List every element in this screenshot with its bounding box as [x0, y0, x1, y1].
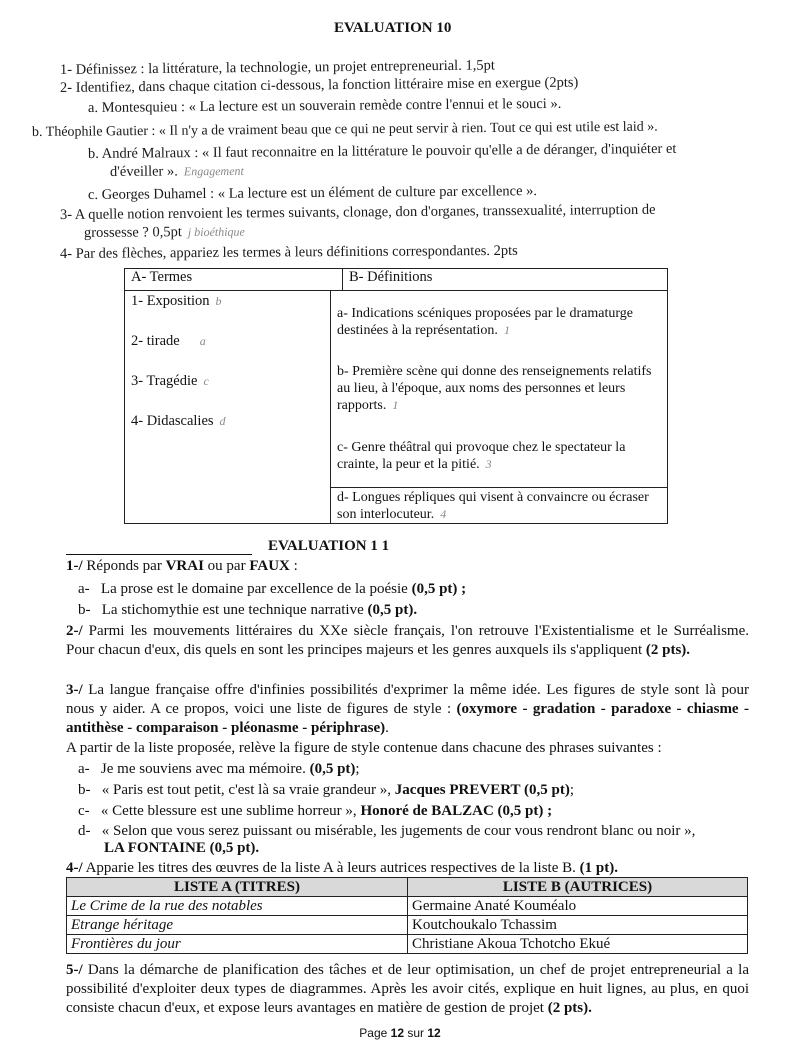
column-header-authors: LISTE B (AUTRICES)	[408, 878, 748, 897]
question-number: 1-/	[66, 558, 83, 574]
terms-column	[125, 291, 331, 523]
question-text: Réponds par	[82, 558, 166, 574]
item-text: Je me souviens avec ma mémoire.	[100, 761, 310, 777]
question-number: 4-/	[66, 860, 83, 876]
footer-text: Page	[359, 1026, 391, 1040]
author-cell: Koutchoukalo Tchassim	[408, 916, 748, 935]
points: (0,5 pt)	[520, 782, 570, 798]
question-2c-text: d'éveiller ».	[109, 163, 178, 180]
e11-question-1	[66, 557, 298, 576]
handwritten-mark: 1	[392, 398, 399, 412]
question-text: .	[385, 720, 389, 736]
table-header	[125, 269, 667, 291]
item-label: c-	[78, 803, 90, 819]
question-3-line1: 3- A quelle notion renvoient les termes suivants, clonage, don d'organes, transsexualité, interruption de	[59, 201, 656, 223]
term-item	[131, 413, 226, 430]
definitions-column	[331, 291, 667, 523]
question-1: 1- Définissez : la littérature, la technologie, un projet entrepreneurial. 1,5pt	[59, 57, 495, 78]
term-item	[131, 293, 222, 310]
e11-question-2	[66, 622, 749, 660]
question-2a: a. Montesquieu : « La lecture est un souverain remède contre l'ennui et le souci ».	[87, 95, 562, 116]
page-number: 12	[390, 1026, 404, 1040]
points: (1 pt).	[579, 860, 618, 876]
e11-question-1b	[78, 601, 417, 620]
item-label: a-	[78, 581, 90, 597]
e11-question-3a	[78, 760, 360, 779]
points: (0,5 pt) ;	[493, 803, 553, 819]
evaluation-10-title: EVALUATION 10	[334, 20, 452, 36]
item-text: « Cette blessure est une sublime horreur »,	[100, 803, 361, 819]
handwritten-mark: c	[203, 374, 209, 388]
page-footer	[0, 1026, 800, 1040]
item-text: « Selon que vous serez puissant ou misérable, les jugements de cour vous rendront blanc ou noir »,	[101, 823, 696, 839]
item-text: « Paris est tout petit, c'est là sa vraie grandeur »,	[101, 782, 395, 798]
term-label: 2- tirade	[131, 333, 180, 349]
definition-text: c- Genre théâtral qui provoque chez le spectateur la crainte, la peur et la pitié.	[337, 440, 626, 472]
question-text: Parmi les mouvements littéraires du XXe siècle français, l'on retrouve l'Existentialisme et le Surréalisme. Pour chacun d'eux, dis quels en sont les principes majeurs et les genres auxquels ils s'appliquent	[66, 623, 749, 658]
table-body	[125, 291, 667, 523]
handwritten-mark: 4	[440, 507, 447, 521]
item-label: d-	[78, 823, 91, 839]
e11-question-3d-author	[104, 839, 259, 858]
definition-item	[337, 363, 661, 414]
table-row	[67, 935, 748, 954]
author-cell: Germaine Anaté Kouméalo	[408, 897, 748, 916]
handwritten-answer: j bioéthique	[187, 224, 245, 240]
item-text: ;	[355, 761, 360, 777]
question-3-line2	[84, 224, 245, 242]
question-4: 4- Par des flèches, appariez les termes à leurs définitions correspondantes. 2pts	[59, 242, 518, 262]
handwritten-answer: Engagement	[183, 163, 244, 179]
definition-item	[337, 489, 661, 523]
e11-question-3b	[78, 781, 574, 800]
points: (2 pts).	[547, 1000, 592, 1016]
handwritten-mark: a	[199, 334, 206, 348]
page-total: 12	[427, 1026, 441, 1040]
e11-question-5	[66, 961, 749, 1018]
question-2c-line1: b. André Malraux : « Il faut reconnaitre en la littérature le pouvoir qu'elle a de déranger, d'inquiéter et	[87, 140, 677, 162]
definition-item	[337, 305, 661, 339]
item-label: a-	[78, 761, 90, 777]
e11-question-3	[66, 681, 749, 738]
title-cell: Le Crime de la rue des notables	[67, 897, 408, 916]
question-text: :	[289, 558, 298, 574]
points: (0,5 pt).	[205, 840, 260, 856]
definition-text: a- Indications scéniques proposées par le dramaturge destinées à la représentation.	[337, 306, 633, 338]
e11-question-3c	[78, 802, 552, 821]
question-number: 3-/	[66, 682, 83, 698]
figures-list: (oxymore - gradation - paradoxe - chiasme - antithèse - comparaison - pléonasme - périphrase)	[66, 701, 749, 736]
term-item	[131, 373, 209, 390]
author-name: Honoré de BALZAC	[360, 803, 494, 819]
handwritten-mark: 1	[503, 323, 510, 337]
table-header-row	[67, 878, 748, 897]
titles-authors-table	[66, 877, 748, 954]
term-label: 1- Exposition	[131, 293, 210, 309]
author-name: LA FONTAINE	[104, 840, 206, 856]
question-text: ou par	[203, 558, 250, 574]
column-header-definitions: B- Définitions	[349, 269, 433, 285]
e11-question-3-intro: A partir de la liste proposée, relève la figure de style contenue dans chacune des phrases suivantes :	[66, 740, 662, 756]
row-divider	[331, 487, 667, 488]
table-row	[67, 897, 748, 916]
answer-option-true: VRAI	[165, 558, 204, 574]
evaluation-11-title: EVALUATION 1 1	[268, 538, 390, 554]
question-2: 2- Identifiez, dans chaque citation ci-dessous, la fonction littéraire mise en exergue (2pts)	[59, 74, 579, 96]
answer-option-false: FAUX	[249, 558, 290, 574]
term-item	[131, 333, 206, 350]
term-label: 4- Didascalies	[131, 413, 214, 429]
e11-question-4	[66, 859, 618, 878]
points: (0,5 pt)	[309, 761, 356, 777]
term-label: 3- Tragédie	[131, 373, 198, 389]
table-row	[67, 916, 748, 935]
question-text: Apparie les titres des œuvres de la liste A à leurs autrices respectives de la liste B.	[82, 860, 580, 876]
points: (0,5 pt) ;	[411, 581, 467, 597]
handwritten-mark: b	[215, 294, 222, 308]
e11-question-1a	[78, 580, 466, 599]
question-text: La langue française offre d'infinies possibilités d'exprimer la même idée. Les figures de style sont là pour nous y aider. A ce propos, voici une liste de figures de style :	[66, 682, 749, 717]
points: (2 pts).	[645, 642, 691, 658]
question-text: Dans la démarche de planification des tâches et de leur optimisation, un chef de projet entrepreneurial a la possibilité d'exploiter deux types de diagrammes. Après les avoir cités, explique en huit lignes, au plus, en quoi consiste chacun d'eux, et expose leurs avantages en matière de gestion de projet	[66, 962, 749, 1016]
handwritten-mark: d	[219, 414, 226, 428]
handwritten-mark: 3	[485, 457, 492, 471]
question-number: 5-/	[66, 962, 83, 978]
title-cell: Frontières du jour	[67, 935, 408, 954]
item-text: ;	[569, 782, 575, 798]
title-cell: Etrange héritage	[67, 916, 408, 935]
item-text: La stichomythie est une technique narrative	[101, 602, 364, 618]
column-header-titles: LISTE A (TITRES)	[67, 878, 408, 897]
points: (0,5 pt).	[367, 602, 418, 618]
question-3-text: grossesse ? 0,5pt	[83, 224, 182, 241]
definition-text: d- Longues répliques qui visent à convaincre ou écraser son interlocuteur.	[337, 490, 649, 522]
question-2d: c. Georges Duhamel : « La lecture est un élément de culture par excellence ».	[87, 183, 538, 203]
terms-definitions-table	[124, 268, 668, 524]
question-number: 2-/	[66, 623, 83, 639]
definition-text: b- Première scène qui donne des renseignements relatifs au lieu, à l'époque, aux noms des personnes et leurs rapports.	[337, 364, 652, 413]
definition-item	[337, 439, 661, 473]
column-header-terms: A- Termes	[125, 269, 343, 290]
question-2c-line2	[110, 163, 244, 181]
author-name: Jacques PREVERT	[394, 782, 521, 798]
underline-divider	[66, 554, 252, 555]
question-2b: b. Théophile Gautier : « Il n'y a de vraiment beau que ce qui ne peut servir à rien. Tout ce qui est utile est laid ».	[31, 119, 658, 140]
author-cell: Christiane Akoua Tchotcho Ekué	[408, 935, 748, 954]
item-label: b-	[78, 782, 91, 798]
item-text: La prose est le domaine par excellence de la poésie	[100, 581, 408, 597]
item-label: b-	[78, 602, 91, 618]
footer-text: sur	[404, 1026, 428, 1040]
